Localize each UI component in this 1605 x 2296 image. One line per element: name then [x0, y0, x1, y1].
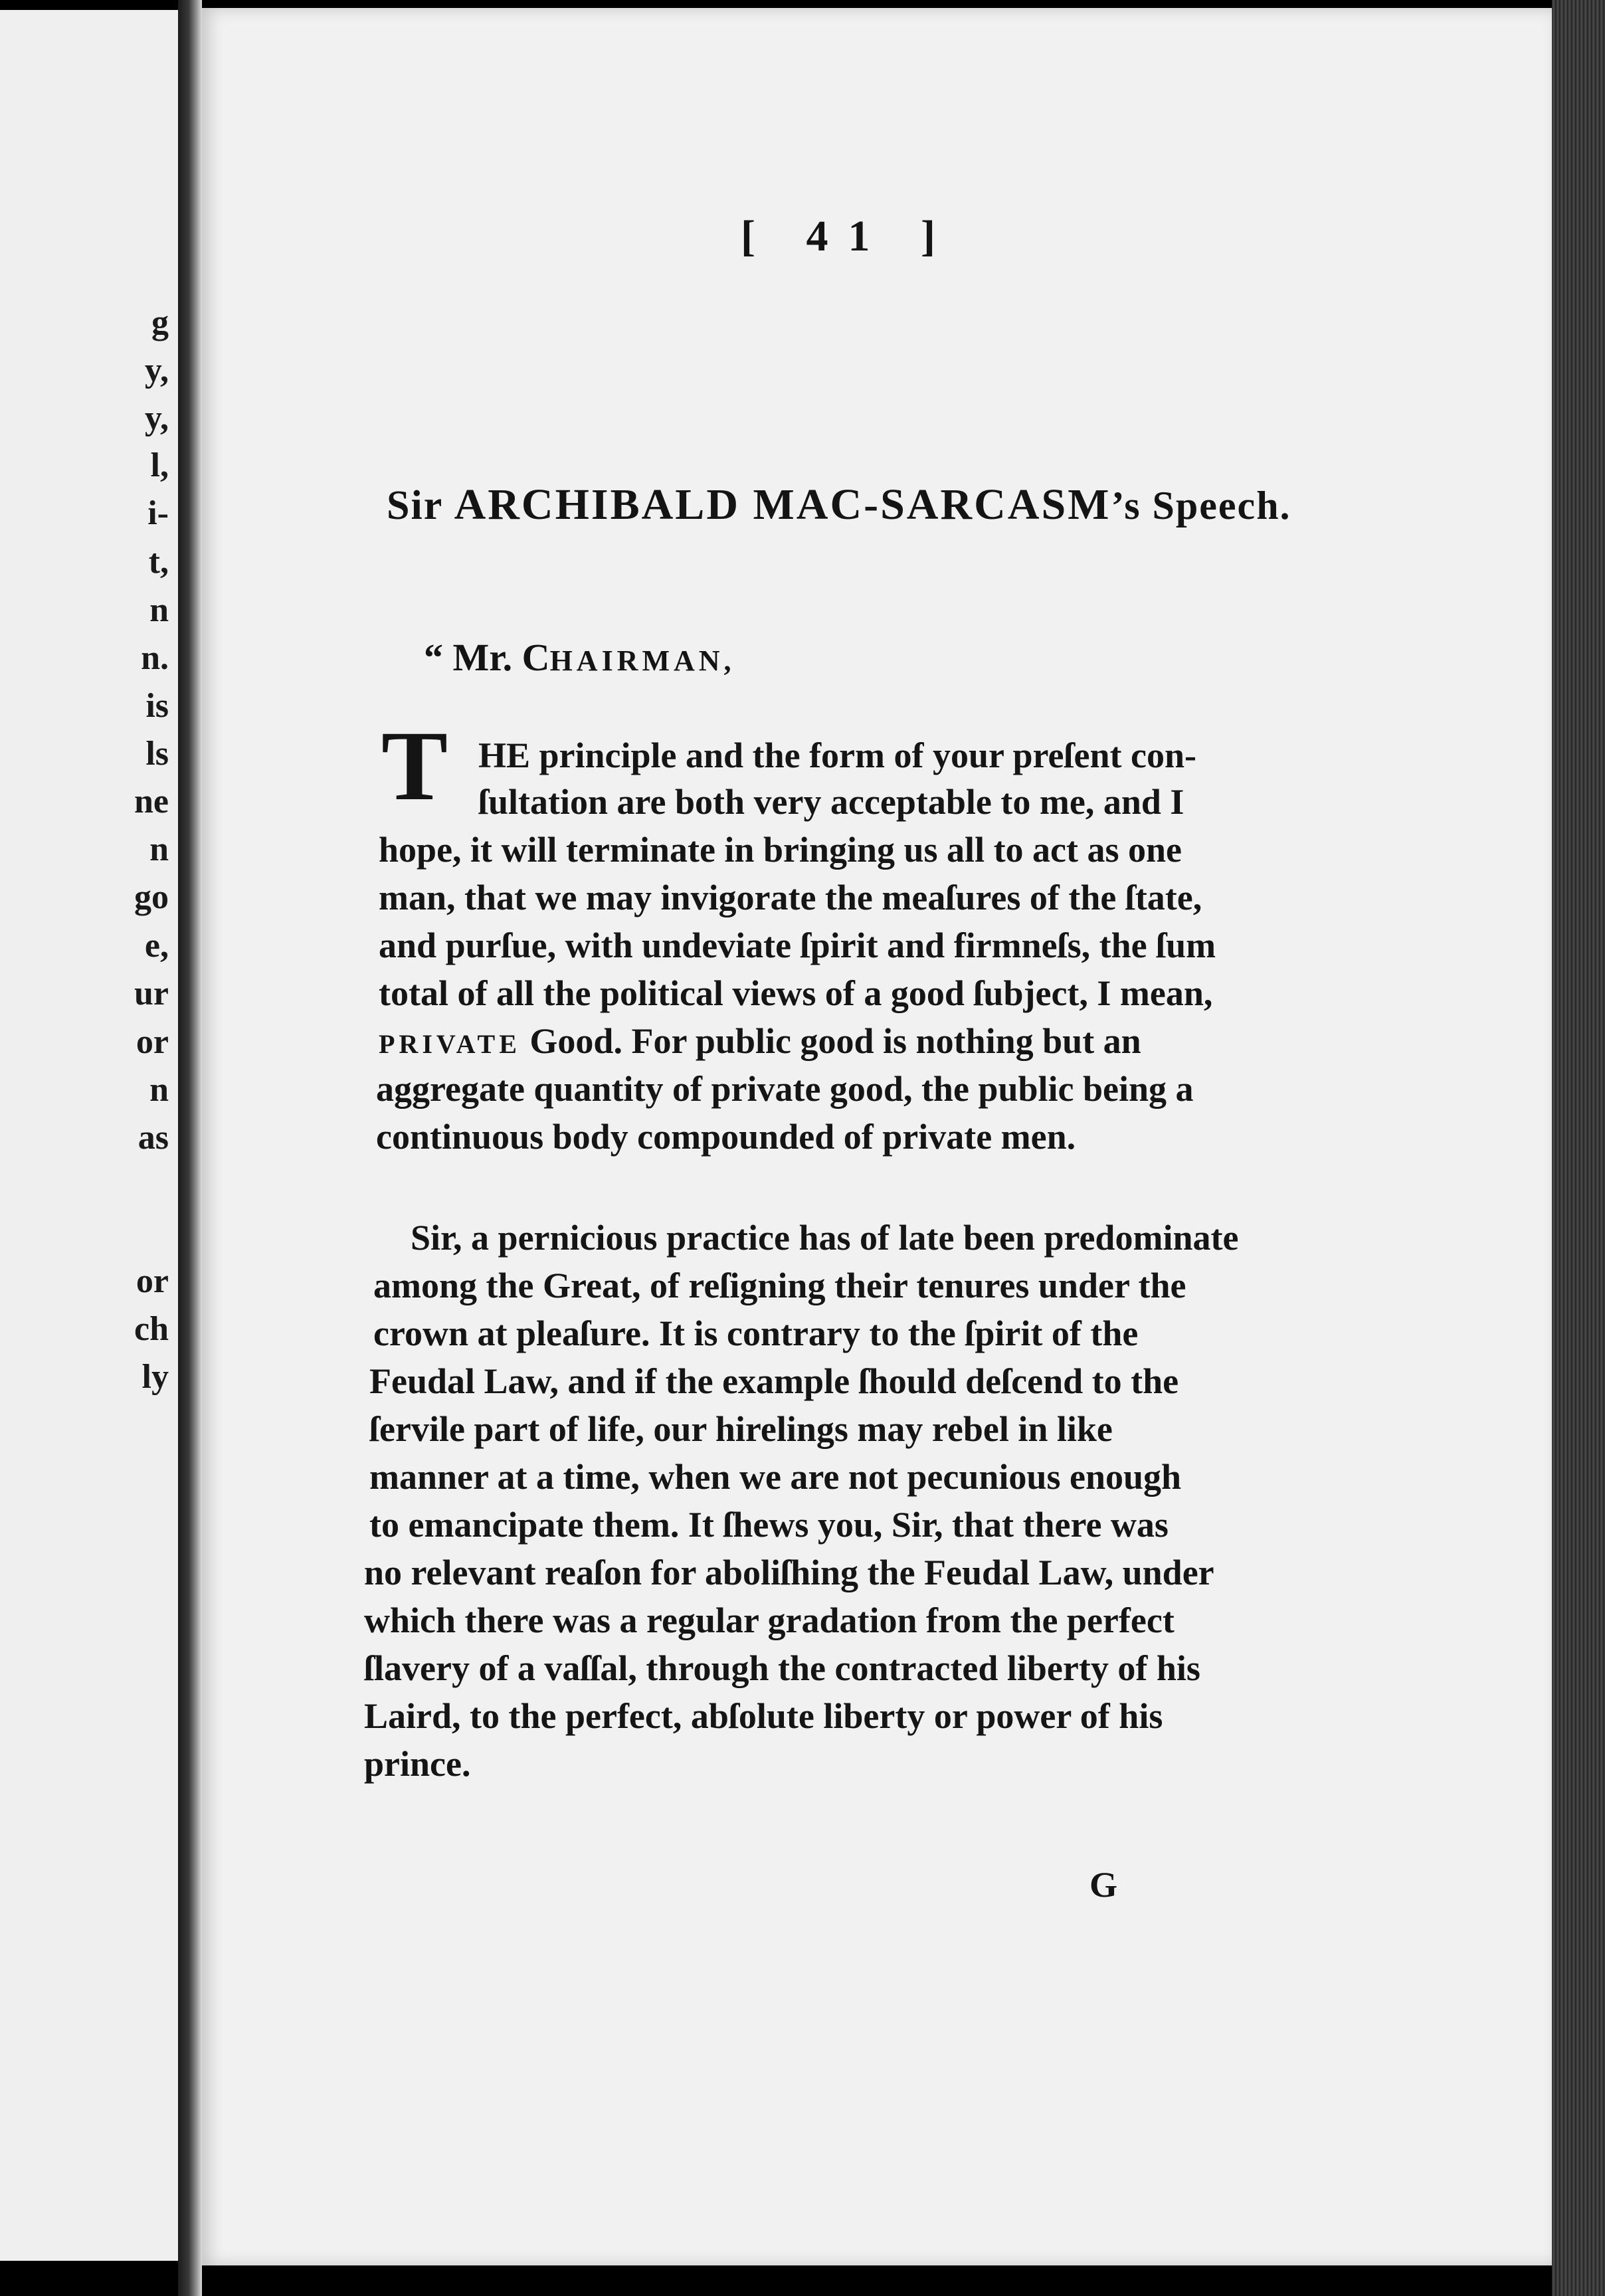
good-word: Good. — [529, 1021, 622, 1061]
left-fragment: or — [136, 1262, 169, 1300]
left-fragment: n — [149, 1071, 169, 1109]
text-line: no relevant reaſon for aboliſhing the Feudal Law, under — [364, 1553, 1214, 1592]
left-fragment: ly — [142, 1358, 169, 1396]
left-fragment: g — [151, 304, 169, 341]
signature-mark: G — [1089, 1865, 1118, 1905]
page-edges — [1552, 0, 1605, 2296]
text-line: aggregate quantity of private good, the public being a — [376, 1069, 1194, 1109]
left-fragment: t, — [148, 543, 169, 581]
text-line: ſervile part of life, our hirelings may rebel in like — [369, 1409, 1113, 1449]
drop-cap: T — [381, 711, 448, 821]
left-fragment: go — [134, 878, 169, 916]
text-line: HE principle and the form of your preſent con- — [478, 735, 1196, 775]
left-fragment: n — [149, 591, 169, 629]
salutation — [424, 635, 735, 680]
left-fragment: is — [145, 687, 169, 725]
text-line: ſlavery of a vaſſal, through the contracted liberty of his — [364, 1648, 1200, 1688]
text-line: ſultation are both very acceptable to me, and I — [478, 782, 1184, 822]
text-line: manner at a time, when we are not pecunious enough — [369, 1457, 1182, 1497]
salutation-open: “ Mr. — [424, 636, 513, 679]
text-line: total of all the political views of a good ſubject, I mean, — [379, 973, 1213, 1013]
left-fragment: n — [149, 830, 169, 868]
text-line — [379, 1023, 1141, 1059]
text-line: Sir, a pernicious practice has of late been predominate — [411, 1218, 1239, 1258]
text-line: among the Great, of reſigning their tenures under the — [373, 1266, 1186, 1305]
left-fragment: as — [138, 1119, 169, 1157]
smallcaps-private: PRIVATE — [379, 1029, 521, 1059]
text-line: Feudal Law, and if the example ſhould deſcend to the — [369, 1361, 1179, 1401]
previous-page-strip — [0, 10, 178, 2261]
left-fragment: ch — [134, 1310, 169, 1348]
text-line: and purſue, with undeviate ſpirit and firmneſs, the ſum — [379, 925, 1216, 965]
text-line: crown at pleaſure. It is contrary to the ſpirit of the — [373, 1313, 1139, 1353]
left-fragment: l, — [150, 446, 169, 484]
left-fragment: y, — [144, 351, 169, 389]
text-line: prince. — [364, 1744, 471, 1784]
left-fragment: ne — [134, 783, 169, 820]
heading-prefix: Sir — [387, 483, 443, 528]
left-fragment: or — [136, 1023, 169, 1061]
left-fragment: y, — [144, 399, 169, 437]
text-line: man, that we may invigorate the meaſures of the ſtate, — [379, 878, 1202, 917]
left-fragment: i- — [147, 494, 169, 532]
page-number: [ 41 ] — [741, 212, 955, 260]
heading-name: ARCHIBALD MAC-SARCASM — [454, 480, 1111, 529]
book-gutter — [178, 0, 202, 2296]
speech-heading — [387, 480, 1291, 530]
salutation-rest: HAIRMAN, — [549, 644, 735, 677]
left-fragment: ur — [134, 975, 169, 1012]
line-rest: For public good is nothing but an — [631, 1021, 1141, 1061]
salutation-initial: C — [521, 636, 550, 679]
text-line: hope, it will terminate in bringing us all to act as one — [379, 830, 1182, 870]
text-line: continuous body compounded of private men. — [376, 1117, 1076, 1157]
text-line: Laird, to the perfect, abſolute liberty or power of his — [364, 1696, 1163, 1736]
left-fragment: n. — [141, 639, 169, 677]
left-fragment: e, — [144, 927, 169, 965]
text-line: to emancipate them. It ſhews you, Sir, that there was — [369, 1505, 1169, 1545]
left-fragment: ls — [145, 735, 169, 773]
text-line: which there was a regular gradation from the perfect — [364, 1600, 1175, 1640]
heading-suffix: ’s Speech. — [1111, 484, 1291, 527]
